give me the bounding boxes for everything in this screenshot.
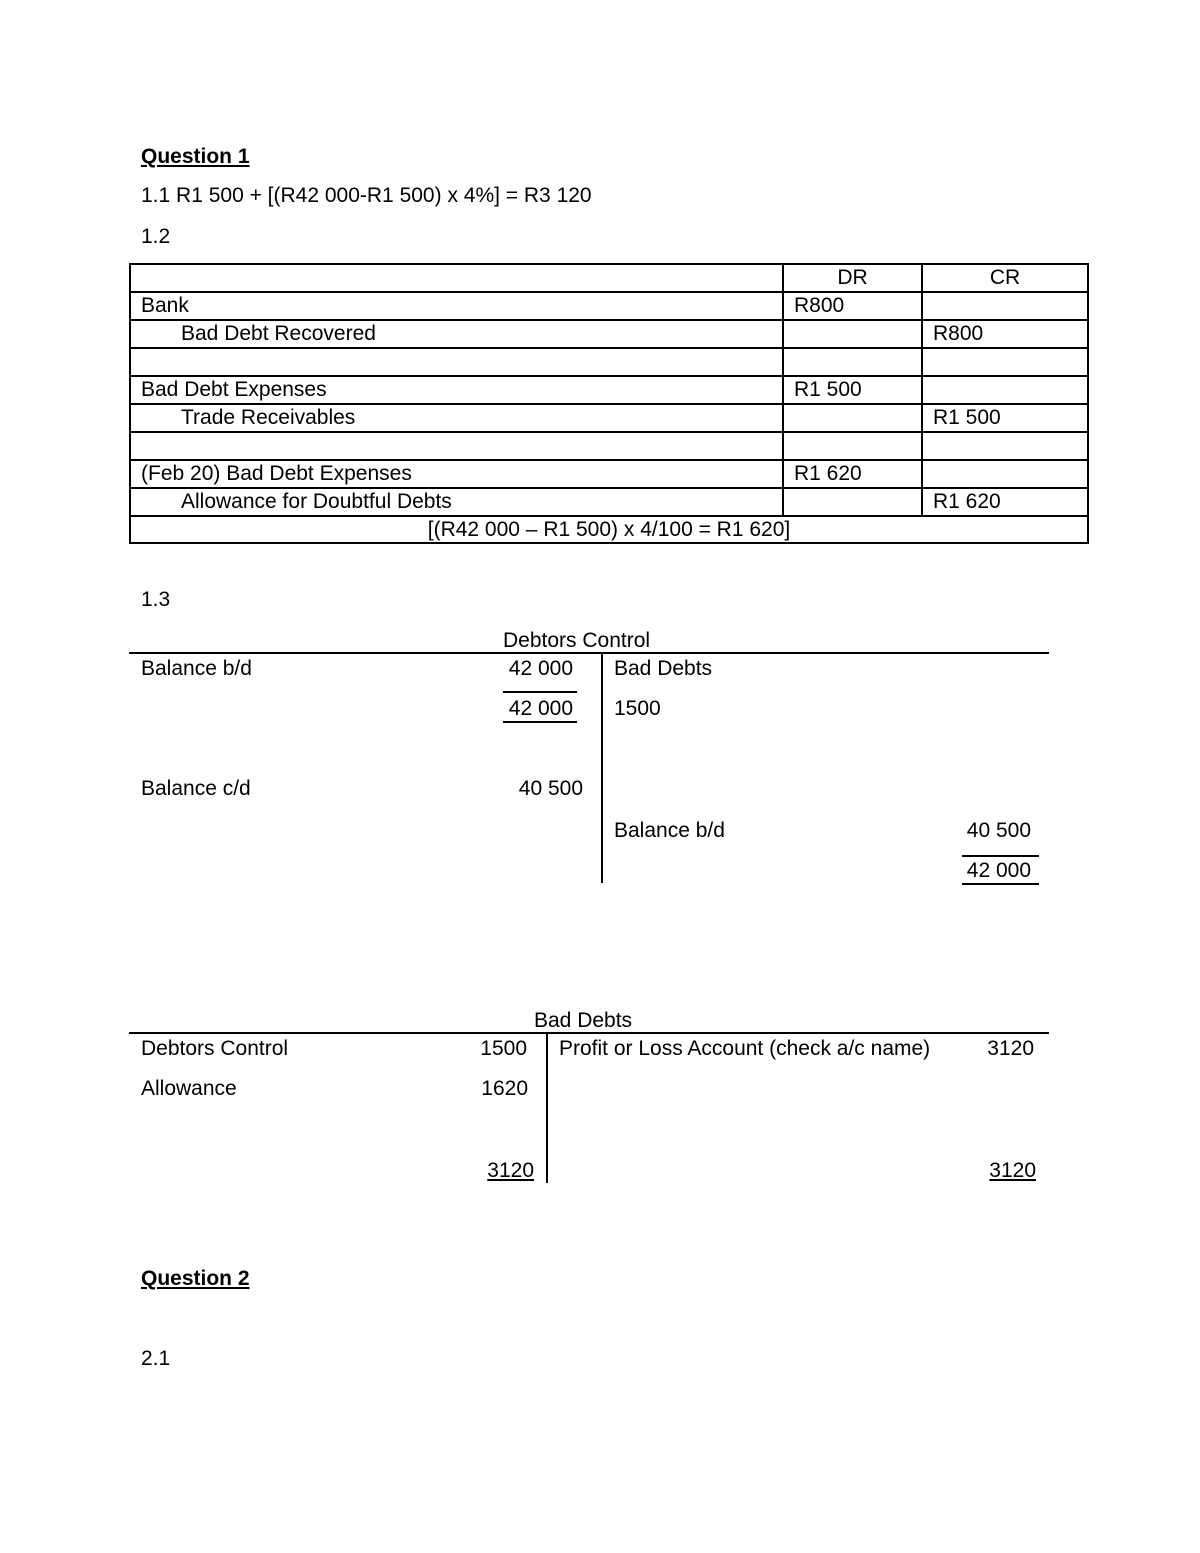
- t-account-divider: [601, 653, 603, 883]
- journal-account: Trade Receivables: [131, 405, 784, 431]
- journal-dr: R1 620: [784, 461, 923, 487]
- t-account-divider: [546, 1033, 548, 1183]
- ledger-amount: 42 000: [508, 657, 573, 680]
- journal-table: [129, 263, 1089, 544]
- journal-dr: [784, 349, 923, 375]
- journal-cr: [923, 433, 1087, 459]
- cr-header: CR: [989, 266, 1021, 289]
- journal-row: [131, 433, 1087, 461]
- journal-account: Bad Debt Recovered: [131, 321, 784, 347]
- journal-cr: R800: [933, 322, 984, 345]
- ledger-label: Balance c/d: [141, 777, 251, 800]
- journal-cr: R1 620: [933, 490, 1001, 513]
- journal-row: [131, 377, 1087, 405]
- journal-dr: R1 500: [784, 377, 923, 403]
- label-2-1: 2.1: [141, 1347, 171, 1370]
- journal-account: [131, 433, 784, 459]
- question-1-heading: Question 1: [141, 145, 250, 168]
- journal-cr: [923, 293, 1087, 319]
- ledger-label: 1500: [614, 697, 661, 720]
- journal-cr: [923, 349, 1087, 375]
- ledger-amount: 40 500: [966, 819, 1031, 842]
- journal-dr: [784, 405, 923, 431]
- journal-account: Bank: [131, 293, 784, 319]
- journal-row: [131, 321, 1087, 349]
- ledger-amount: 1620: [481, 1077, 528, 1100]
- journal-cr: [923, 461, 1087, 487]
- ledger-label: Allowance: [141, 1077, 237, 1100]
- dr-header: DR: [784, 265, 923, 291]
- answer-1-1: 1.1 R1 500 + [(R42 000-R1 500) x 4%] = R3 120: [141, 184, 592, 207]
- account-title: Bad Debts: [534, 1009, 633, 1032]
- journal-dr: [784, 433, 923, 459]
- total-overline: [962, 855, 1039, 857]
- ledger-total: 42 000: [966, 859, 1031, 882]
- t-account-top-rule: [129, 1032, 1049, 1034]
- journal-cr: [923, 377, 1087, 403]
- ledger-total: 3120: [989, 1159, 1036, 1182]
- journal-dr: R800: [784, 293, 923, 319]
- journal-row: [131, 489, 1087, 517]
- journal-footer: [(R42 000 – R1 500) x 4/100 = R1 620]: [427, 518, 791, 541]
- journal-account: Bad Debt Expenses: [131, 377, 784, 403]
- journal-account: Allowance for Doubtful Debts: [131, 489, 784, 515]
- ledger-label: Profit or Loss Account (check a/c name): [559, 1037, 931, 1060]
- ledger-label: Debtors Control: [141, 1037, 289, 1060]
- ledger-label: Balance b/d: [614, 819, 725, 842]
- label-1-3: 1.3: [141, 588, 171, 611]
- ledger-total: 42 000: [508, 697, 573, 720]
- ledger-label: Balance b/d: [141, 657, 252, 680]
- total-underline: [503, 721, 577, 723]
- total-overline: [503, 691, 577, 693]
- ledger-label: Bad Debts: [614, 657, 713, 680]
- label-1-2: 1.2: [141, 225, 171, 248]
- journal-header-row: [131, 265, 1087, 293]
- journal-row: [131, 293, 1087, 321]
- journal-row: [131, 461, 1087, 489]
- total-underline: [962, 883, 1039, 885]
- t-account-top-rule: [129, 652, 1049, 654]
- journal-dr: [784, 321, 923, 347]
- journal-row: [131, 349, 1087, 377]
- ledger-amount: 1500: [480, 1037, 527, 1060]
- journal-dr: [784, 489, 923, 515]
- journal-account: (Feb 20) Bad Debt Expenses: [131, 461, 784, 487]
- journal-cr: R1 500: [933, 406, 1001, 429]
- question-2-heading: Question 2: [141, 1267, 250, 1290]
- ledger-total: 3120: [487, 1159, 534, 1182]
- account-title: Debtors Control: [503, 629, 651, 652]
- journal-row: [131, 405, 1087, 433]
- ledger-amount: 40 500: [518, 777, 583, 800]
- ledger-amount: 3120: [987, 1037, 1034, 1060]
- journal-account: [131, 349, 784, 375]
